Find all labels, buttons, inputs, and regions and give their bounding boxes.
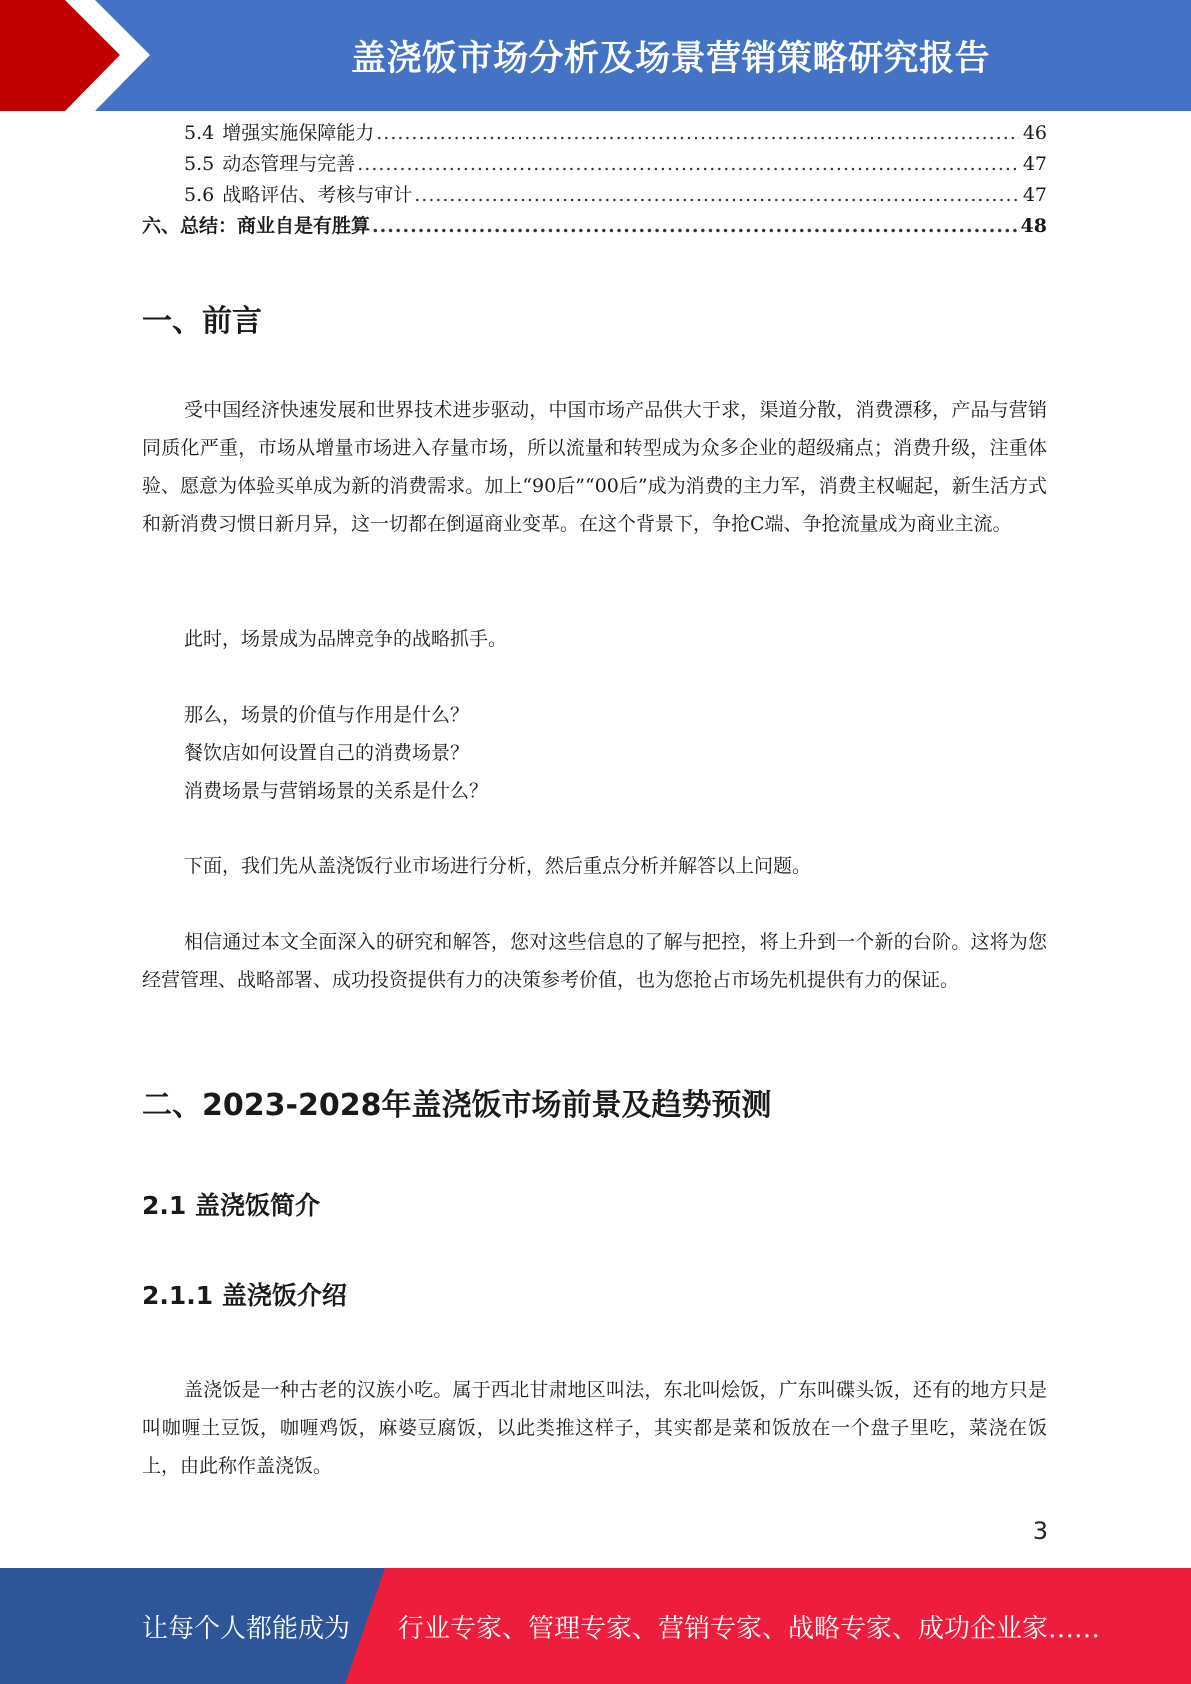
table-of-contents: [142, 118, 1047, 242]
question-line: 餐饮店如何设置自己的消费场景？: [184, 742, 470, 764]
toc-leader-dots: [376, 118, 1019, 149]
toc-entry-label: 动态管理与完善: [222, 153, 356, 175]
toc-entry-label: 增强实施保障能力: [222, 122, 375, 144]
toc-entry[interactable]: [142, 180, 1047, 211]
toc-entry-page: 47: [1022, 153, 1047, 175]
paragraph: 相信通过本文全面深入的研究和解答，您对这些信息的了解与把控，将上升到一个新的台阶。这将为您经营管理、战略部署、成功投资提供有力的决策参考价值，也为您抢占市场先机提供有力的保证。: [142, 931, 1047, 991]
header-title: 盖浇饭市场分析及场景营销策略研究报告: [350, 38, 990, 79]
toc-entry[interactable]: [142, 118, 1047, 149]
paragraph: 盖浇饭是一种古老的汉族小吃。属于西北甘肃地区叫法，东北叫烩饭，广东叫碟头饭，还有的地方只是叫咖喱土豆饭，咖喱鸡饭，麻婆豆腐饭，以此类推这样子，其实都是菜和饭放在一个盘子里吃，菜浇在饭上，由此称作盖浇饭。: [142, 1379, 1047, 1477]
question-line: 那么，场景的价值与作用是什么？: [184, 704, 470, 726]
section-heading-preface: 一、前言: [142, 304, 262, 339]
toc-leader-dots: [372, 211, 1017, 242]
toc-leader-dots: [357, 149, 1019, 180]
question-line: 消费场景与营销场景的关系是什么？: [184, 780, 489, 802]
toc-entry-page: 46: [1022, 122, 1047, 144]
section-heading-forecast: 二、2023-2028年盖浇饭市场前景及趋势预测: [142, 1088, 772, 1123]
toc-entry-label: 战略评估、考核与审计: [222, 184, 413, 206]
toc-leader-dots: [414, 180, 1019, 211]
page-header: [0, 0, 1191, 111]
page-footer: [0, 1568, 1191, 1684]
subsection-heading: 2.1 盖浇饭简介: [142, 1191, 320, 1220]
toc-entry-page: 48: [1020, 215, 1047, 237]
footer-slogan-left: 让每个人都能成为: [142, 1613, 351, 1644]
toc-entry-page: 47: [1022, 184, 1047, 206]
toc-entry-number: 5.4: [184, 122, 215, 144]
toc-entry[interactable]: [142, 211, 1047, 242]
toc-entry-label: 六、总结：商业自是有胜算: [142, 215, 371, 237]
footer-slogan-right: 行业专家、管理专家、营销专家、战略专家、成功企业家……: [398, 1613, 1101, 1644]
page-number: 3: [1032, 1517, 1048, 1545]
toc-entry-number: 5.6: [184, 184, 215, 206]
toc-entry-number: 5.5: [184, 153, 215, 175]
subsection-heading: 2.1.1 盖浇饭介绍: [142, 1281, 347, 1310]
header-arrow-decoration: [0, 0, 160, 111]
toc-entry[interactable]: [142, 149, 1047, 180]
paragraph: 受中国经济快速发展和世界技术进步驱动，中国市场产品供大于求，渠道分散，消费漂移，产品与营销同质化严重，市场从增量市场进入存量市场，所以流量和转型成为众多企业的超级痛点；消费升级，注重体验、愿意为体验买单成为新的消费需求。加上“90后”“00后”成为消费的主力军，消费主权崛起，新生活方式和新消费习惯日新月异，这一切都在倒逼商业变革。在这个背景下，争抢C端、争抢流量成为商业主流。: [142, 399, 1047, 535]
document-body: [142, 118, 1047, 1477]
paragraph: 此时，场景成为品牌竞争的战略抓手。: [184, 628, 508, 650]
paragraph: 下面，我们先从盖浇饭行业市场进行分析，然后重点分析并解答以上问题。: [184, 855, 812, 877]
